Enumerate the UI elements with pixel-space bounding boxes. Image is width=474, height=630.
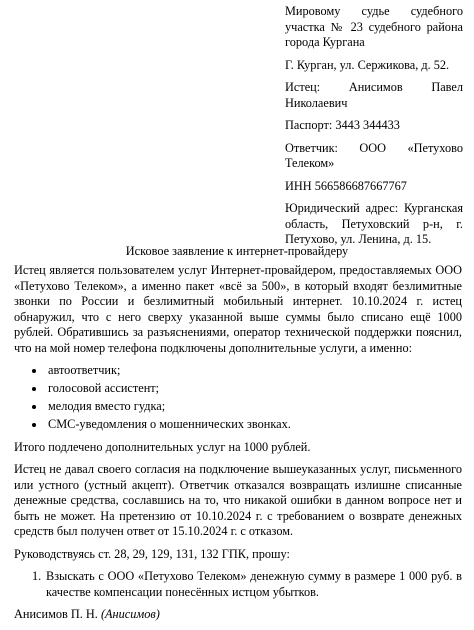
claims-list — [14, 569, 462, 600]
claim-item — [14, 569, 462, 600]
document-title: Исковое заявление к интернет-провайдеру — [125, 244, 349, 258]
paragraph-legal-basis: Руководствуясь ст. 28, 29, 129, 131, 132 ГПК, прошу: — [14, 546, 290, 561]
services-list — [14, 363, 462, 433]
paragraph-total: Итого подлечено дополнительных услуг на 1000 рублей. — [14, 439, 311, 454]
bullet-icon — [32, 369, 36, 373]
list-item — [14, 381, 462, 397]
defendant-name: Ответчик: ООО «Петухово Телеком» — [285, 140, 463, 170]
legal-address: Юридический адрес: Курганская область, Петуховский р-н, г. Петухово, ул. Ленина, д. 15. — [285, 201, 463, 246]
court-name: Мировому судье судебного участка № 23 судебного района города Кургана — [285, 4, 463, 49]
claim-number: 1. — [32, 569, 42, 583]
bullet-icon — [32, 387, 36, 391]
plaintiff-name: Истец: Анисимов Павел Николаевич — [285, 80, 463, 110]
signature-line — [14, 607, 462, 623]
handwritten-signature: (Анисимов) — [100, 607, 160, 621]
list-item — [14, 399, 462, 415]
bullet-icon — [32, 405, 36, 409]
document-body — [14, 263, 462, 630]
list-item — [14, 417, 462, 433]
paragraph-circumstances: Истец является пользователем услуг Интернет-провайдером, предоставляемых ООО «Петухово Телеком», а именно пакет «всё за 500», в который входят безлимитные звонки по России и безлимитный мобильный интернет. 10.10.2024 г. истец обнаружил, что с него сверху указанной выше суммы было списано ещё 1000 рублей. Обратившись за разъяснениями, оператор технической поддержки пояснил, что на мой номер телефона подключены дополнительные услуги, а именно: — [14, 263, 462, 355]
list-item-text: СМС-уведомления о мошеннических звонках. — [48, 417, 291, 431]
list-item-text: автоответчик; — [48, 363, 121, 377]
list-item-text: голосовой ассистент; — [48, 381, 160, 395]
addressee-block — [285, 4, 463, 255]
list-item-text: мелодия вместо гудка; — [48, 399, 166, 413]
paragraph-refusal: Истец не давал своего согласия на подключение вышеуказанных услуг, письменного или устного (устный акцепт). Ответчик отказался возвращать излишне списанные денежные средства, сославшись на то, что никакой ошибки в данном вопросе нет и быть не может. На претензию от 10.10.2024 г. с требованием о возврате денежных средств был получен ответ от 15.10.2024 г. с отказом. — [14, 462, 462, 538]
court-address: Г. Курган, ул. Сержикова, д. 52. — [285, 57, 450, 72]
claim-text: Взыскать с ООО «Петухово Телеком» денежную сумму в размере 1 000 руб. в качестве компенсации понесённых истцом убытков. — [46, 569, 462, 599]
list-item — [14, 363, 462, 379]
bullet-icon — [32, 423, 36, 427]
passport-number: Паспорт: 3443 344433 — [285, 118, 400, 132]
defendant-inn: ИНН 566586687667767 — [285, 178, 407, 193]
signatory-name: Анисимов П. Н. — [14, 607, 98, 621]
